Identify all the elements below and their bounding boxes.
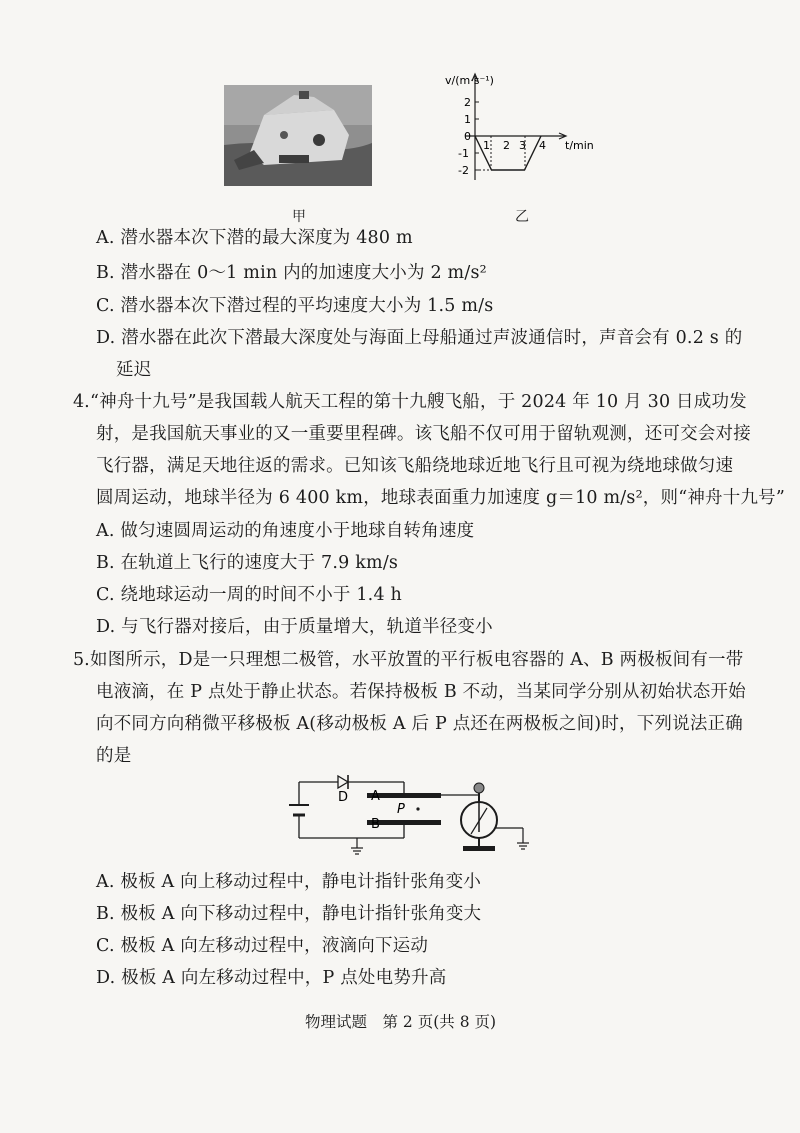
q5-option-c: C. 极板 A 向左移动过程中，液滴向下运动 bbox=[96, 936, 429, 956]
q5-stem-line-2: 电液滴，在 P 点处于静止状态。若保持极板 B 不动，当某同学分别从初始状态开始 bbox=[96, 682, 746, 702]
submersible-photo bbox=[224, 85, 372, 186]
q4-option-a: A. 做匀速圆周运动的角速度小于地球自转角速度 bbox=[96, 521, 475, 541]
y-tick-1: 1 bbox=[464, 113, 471, 126]
q4-number: 4. bbox=[73, 392, 90, 412]
submersible-illustration bbox=[224, 85, 372, 186]
q5-number: 5. bbox=[73, 650, 90, 670]
electrometer bbox=[461, 783, 497, 851]
figure-caption-yi: 乙 bbox=[515, 209, 529, 225]
x-axis-label: t/min bbox=[565, 139, 594, 152]
q4-stem-line-1: “神舟十九号”是我国载人航天工程的第十九艘飞船，于 2024 年 10 月 30 日成功发 bbox=[90, 392, 747, 412]
q3-option-c: C. 潜水器本次下潜过程的平均速度大小为 1.5 m/s bbox=[96, 296, 494, 316]
q4-option-b: B. 在轨道上飞行的速度大于 7.9 km/s bbox=[96, 553, 399, 573]
point-p bbox=[416, 807, 419, 810]
y-tick-0: 0 bbox=[464, 130, 471, 143]
q5-option-b: B. 极板 A 向下移动过程中，静电计指针张角变大 bbox=[96, 904, 482, 924]
velocity-time-graph bbox=[445, 70, 595, 190]
y-axis-label: v/(m·s⁻¹) bbox=[445, 74, 494, 87]
q3-option-b: B. 潜水器在 0～1 min 内的加速度大小为 2 m/s² bbox=[96, 263, 487, 283]
capacitor-circuit-diagram bbox=[285, 770, 545, 865]
q3-option-a: A. 潜水器本次下潜的最大深度为 480 m bbox=[96, 228, 413, 248]
x-tick-1: 1 bbox=[483, 139, 490, 152]
q4-option-d: D. 与飞行器对接后，由于质量增大，轨道半径变小 bbox=[96, 617, 493, 637]
point-p-label: P bbox=[397, 802, 405, 817]
diode-symbol bbox=[338, 776, 348, 788]
y-tick-neg2: -2 bbox=[458, 164, 469, 177]
q5-option-d: D. 极板 A 向左移动过程中，P 点处电势升高 bbox=[96, 968, 447, 988]
q3-option-d: D. 潜水器在此次下潜最大深度处与海面上母船通过声波通信时，声音会有 0.2 s 的 bbox=[96, 328, 743, 348]
x-tick-4: 4 bbox=[539, 139, 546, 152]
q4-option-c: C. 绕地球运动一周的时间不小于 1.4 h bbox=[96, 585, 403, 605]
figure-caption-jia: 甲 bbox=[292, 209, 306, 225]
y-tick-neg1: -1 bbox=[458, 147, 469, 160]
q5-stem-line-1: 如图所示，D是一只理想二极管，水平放置的平行板电容器的 A、B 两极板间有一带 bbox=[90, 650, 744, 670]
plate-b-label: B bbox=[371, 817, 380, 832]
y-tick-2: 2 bbox=[464, 96, 471, 109]
q5-option-a: A. 极板 A 向上移动过程中，静电计指针张角变小 bbox=[96, 872, 482, 892]
q4-stem-line-3: 飞行器，满足天地往返的需求。已知该飞船绕地球近地飞行且可视为绕地球做匀速 bbox=[96, 456, 734, 476]
q5-stem-line-4: 的是 bbox=[96, 746, 132, 766]
plate-a-label: A bbox=[371, 789, 380, 804]
q4-stem-line-2: 射，是我国航天事业的又一重要里程碑。该飞船不仅可用于留轨观测，还可交会对接 bbox=[96, 424, 751, 444]
x-tick-2: 2 bbox=[503, 139, 510, 152]
page-footer: 物理试题 第 2 页(共 8 页) bbox=[305, 1013, 497, 1031]
x-tick-3: 3 bbox=[519, 139, 526, 152]
diode-label: D bbox=[338, 790, 349, 805]
q3-option-d-cont: 延迟 bbox=[116, 360, 152, 380]
q4-stem-line-4: 圆周运动，地球半径为 6 400 km，地球表面重力加速度 g＝10 m/s²，则“神舟十九号” bbox=[96, 488, 785, 508]
q5-stem-line-3: 向不同方向稍微平移极板 A(移动极板 A 后 P 点还在两极板之间)时，下列说法正确 bbox=[96, 714, 743, 734]
